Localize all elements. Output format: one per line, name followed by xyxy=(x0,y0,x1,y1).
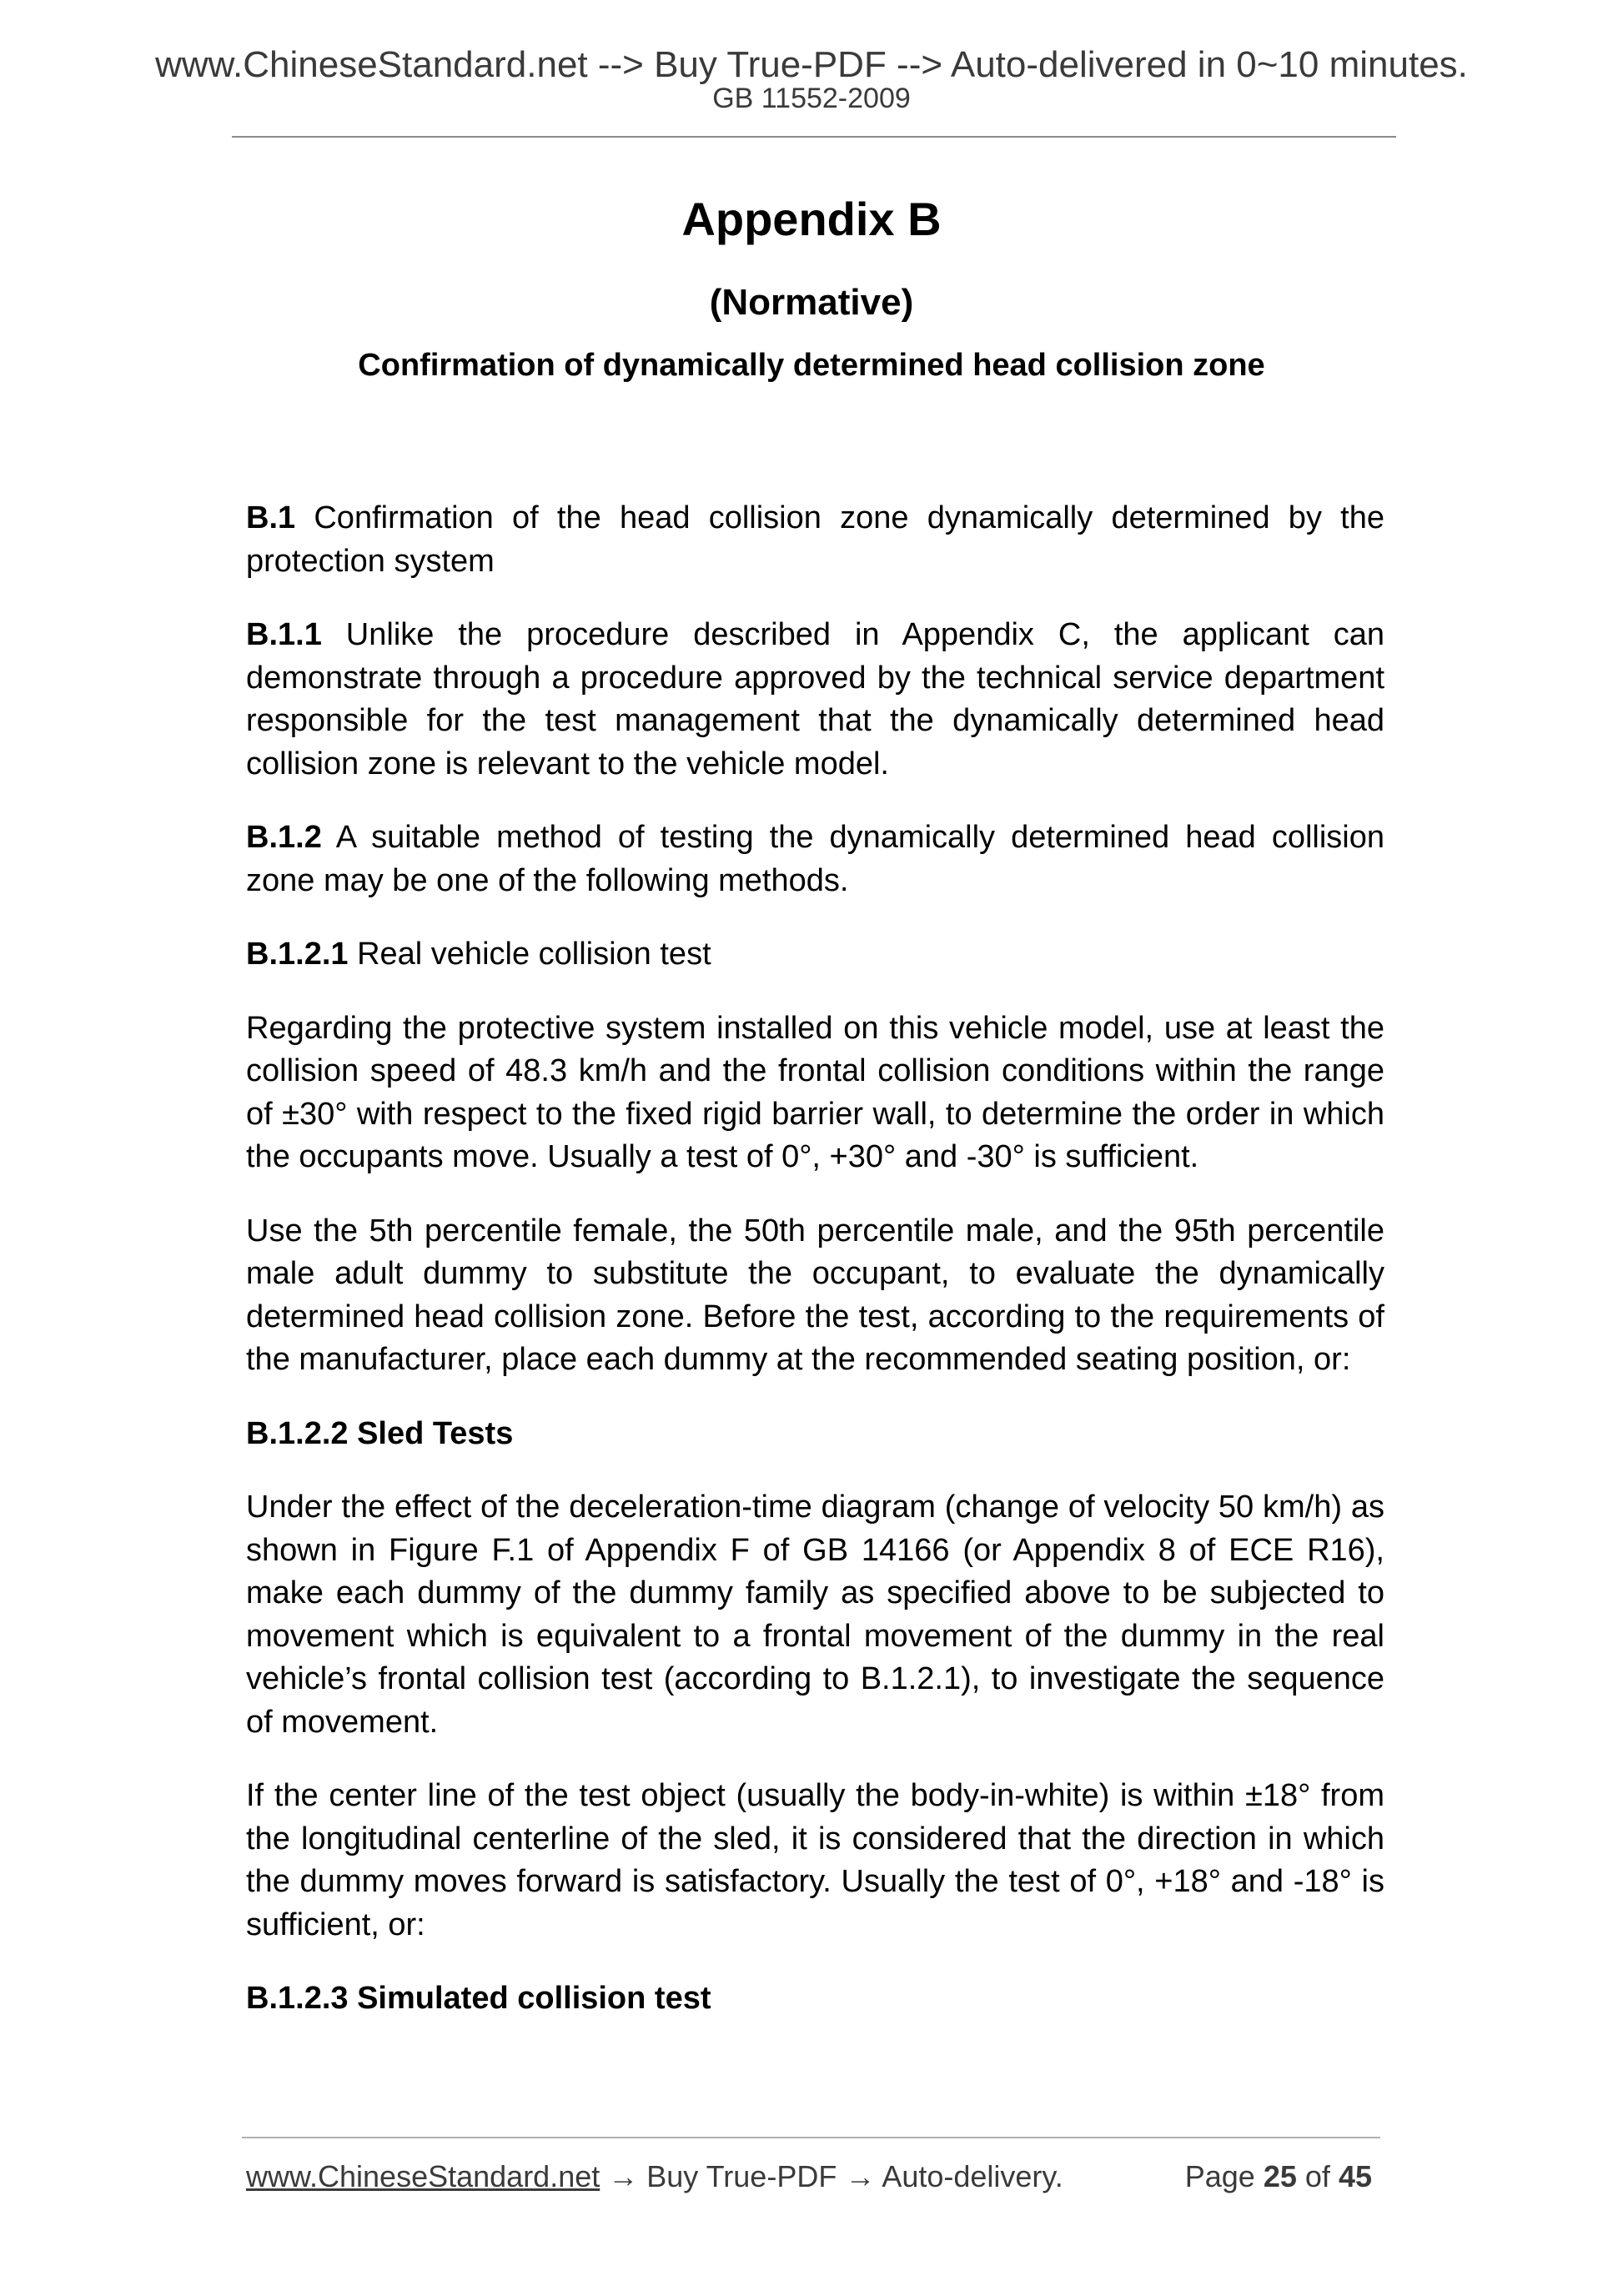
appendix-title: Appendix B xyxy=(681,193,942,245)
section-number: B.1.2.1 xyxy=(246,937,349,972)
page-total: 45 xyxy=(1338,2159,1372,2193)
section-b1-2-1 xyxy=(246,933,1384,977)
section-b1-2 xyxy=(246,816,1384,902)
footer-divider xyxy=(242,2137,1380,2138)
paragraph-sled-1: Under the effect of the deceleration-time diagram (change of velocity 50 km/h) as shown in Figure F.1 of Appendix F of GB 14166 (or Appendix 8 of ECE R16), make each dummy of the dummy family as specified above to be subjected to movement which is equivalent to a frontal movement of the dummy in the real vehicle’s frontal collision test (according to B.1.2.1), to investigate the sequence of movement. xyxy=(246,1490,1384,1740)
appendix-subtitle: Confirmation of dynamically determined head collision zone xyxy=(358,348,1265,383)
appendix-type: (Normative) xyxy=(709,282,914,323)
section-number: B.1 xyxy=(246,500,296,535)
paragraph-real-vehicle-2: Use the 5th percentile female, the 50th percentile male, and the 95th percentile male adult dummy to substitute the occupant, to evaluate the dynamically determined head collision zone. Before the test, according to the requirements of the manufacturer, place each dummy at the recommended seating position, or: xyxy=(246,1213,1384,1377)
section-text: Real vehicle collision test xyxy=(348,937,711,972)
footer-left xyxy=(246,2158,1063,2195)
section-b1-1 xyxy=(246,614,1384,786)
top-banner[interactable]: www.ChineseStandard.net --> Buy True-PDF --> Auto-delivered in 0~10 minutes. xyxy=(155,44,1468,85)
section-text: Unlike the procedure described in Appendix C, the applicant can demonstrate through a procedure approved by the technical service department responsible for the test management that the dynamically determined head collision zone is relevant to the vehicle model. xyxy=(246,617,1384,781)
section-number: B.1.2 xyxy=(246,820,322,855)
section-b1 xyxy=(246,497,1384,583)
page-label: Page xyxy=(1184,2159,1255,2193)
footer-text: → Buy True-PDF → Auto-delivery. xyxy=(600,2159,1063,2193)
heading-sled-tests: B.1.2.2 Sled Tests xyxy=(246,1415,514,1451)
section-text: A suitable method of testing the dynamically determined head collision zone may be one of the following methods. xyxy=(246,820,1384,898)
section-text: Confirmation of the head collision zone dynamically determined by the protection system xyxy=(246,500,1384,579)
page-of: of xyxy=(1304,2159,1330,2193)
paragraph-real-vehicle-1: Regarding the protective system installed on this vehicle model, use at least the collision speed of 48.3 km/h and the frontal collision conditions within the range of ±30° with respect to the fixed rigid barrier wall, to determine the order in which the occupants move. Usually a test of 0°, +30° and -30° is sufficient. xyxy=(246,1010,1384,1174)
page-indicator xyxy=(1185,2158,1372,2195)
heading-simulated-collision: B.1.2.3 Simulated collision test xyxy=(246,1981,711,2016)
page-current: 25 xyxy=(1263,2159,1297,2193)
document-body xyxy=(246,497,1384,2052)
section-number: B.1.1 xyxy=(246,617,322,652)
footer-link[interactable]: www.ChineseStandard.net xyxy=(246,2159,600,2193)
paragraph-sled-2: If the center line of the test object (usually the body-in-white) is within ±18° from the longitudinal centerline of the sled, it is considered that the direction in which the dummy moves forward is satisfactory. Usually the test of 0°, +18° and -18° is sufficient, or: xyxy=(246,1778,1384,1942)
standard-code: GB 11552-2009 xyxy=(712,83,911,114)
header-divider xyxy=(232,136,1396,138)
